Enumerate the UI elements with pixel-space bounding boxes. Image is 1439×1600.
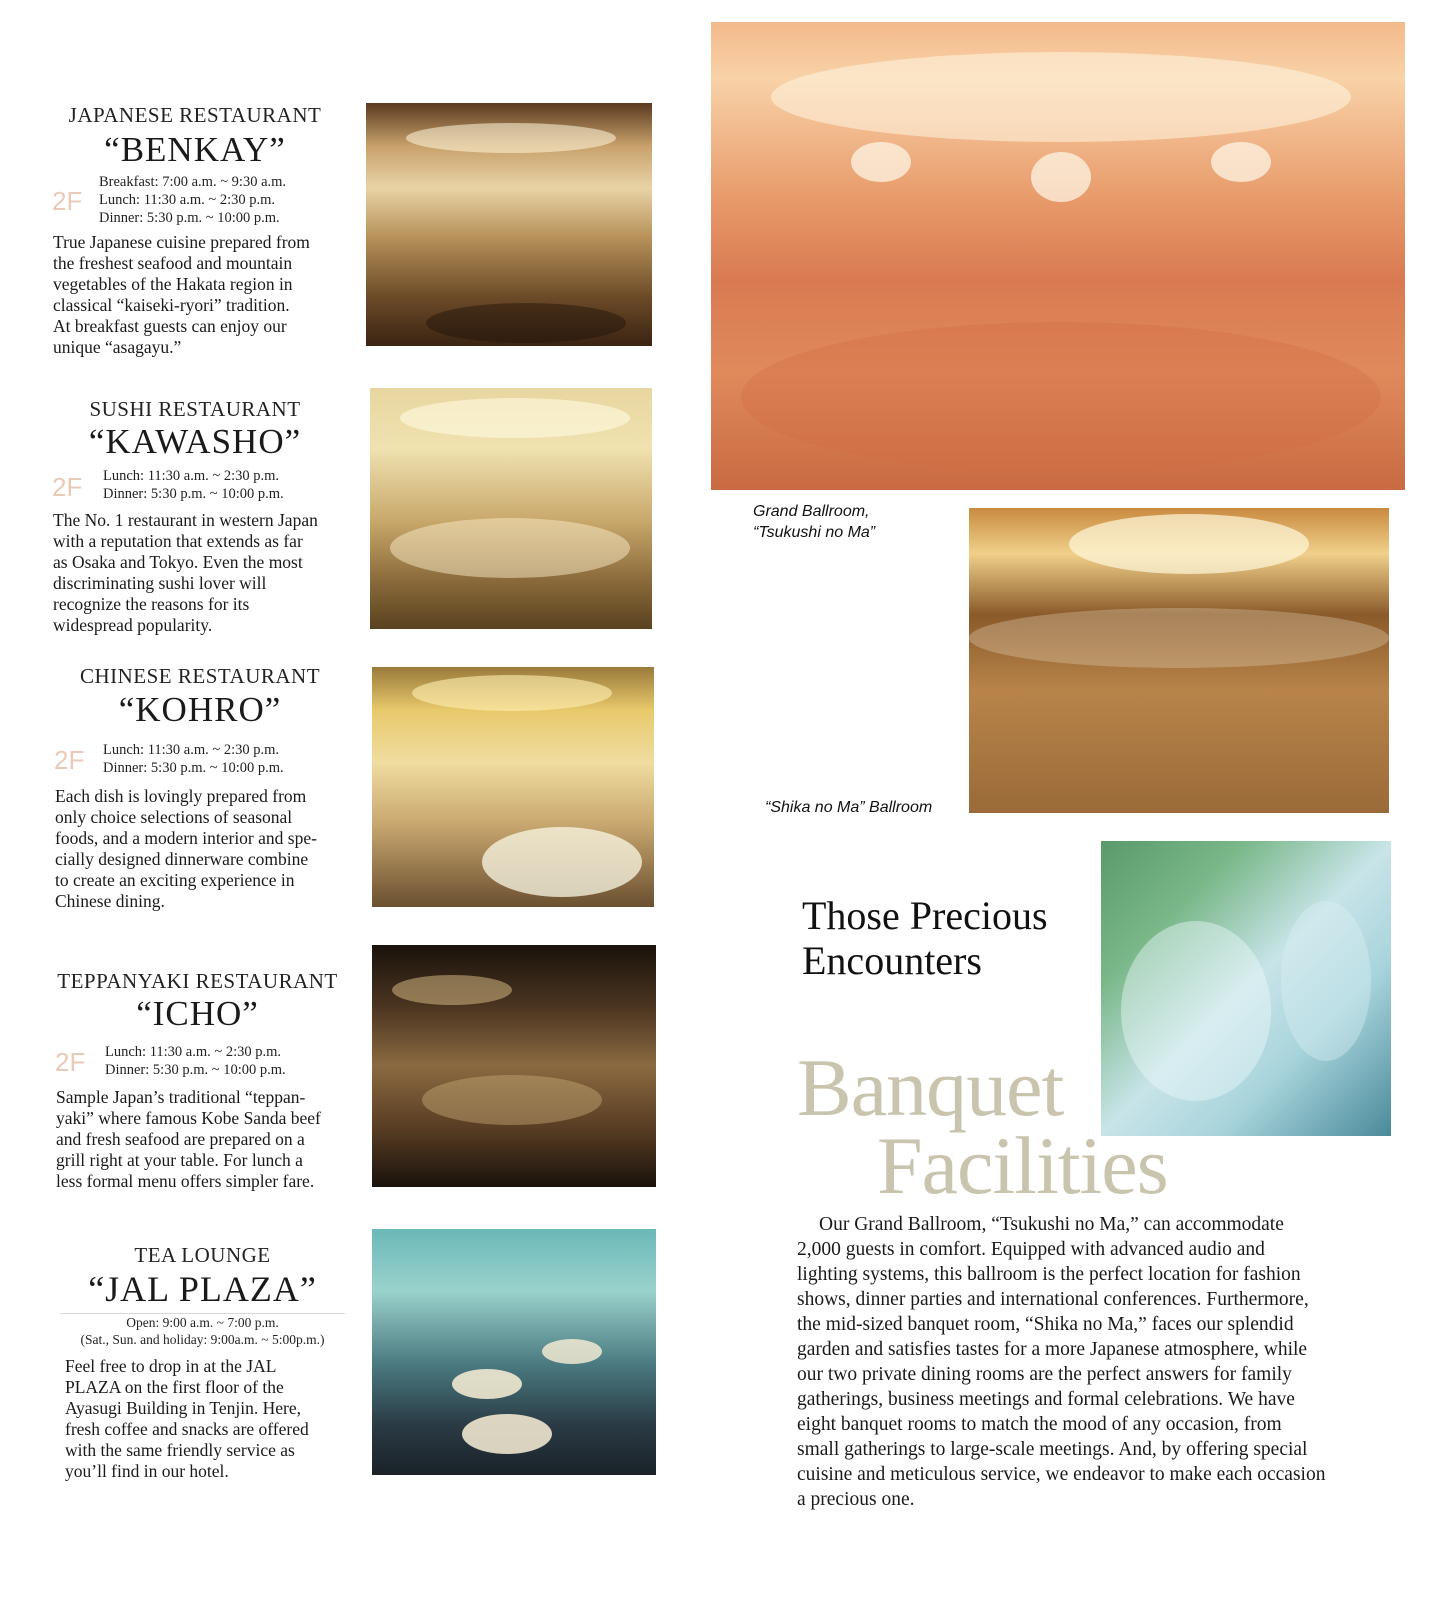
floor-label: 2F <box>52 186 83 216</box>
body-line: lighting systems, this ballroom is the perfect location for fashion <box>797 1264 1301 1285</box>
shika-no-ma-ballroom-photo <box>969 508 1389 813</box>
description-line: Each dish is lovingly prepared from <box>55 786 307 806</box>
hours-line: Dinner: 5:30 p.m. ~ 10:00 p.m. <box>103 486 284 502</box>
body-line: garden and satisfies tastes for a more Japanese atmosphere, while <box>797 1339 1308 1360</box>
jal-plaza-tea-lounge-photo <box>372 1229 656 1475</box>
caption-line: Grand Ballroom, <box>753 503 870 520</box>
description-line: Ayasugi Building in Tenjin. Here, <box>65 1398 301 1418</box>
opening-hours <box>60 1313 345 1348</box>
body-line: 2,000 guests in comfort. Equipped with advanced audio and <box>797 1239 1265 1260</box>
description-line: widespread popularity. <box>53 615 213 635</box>
restaurant-category: JAPANESE RESTAURANT <box>68 103 322 127</box>
banquet-description <box>797 1212 1325 1512</box>
body-line: the mid-sized banquet room, “Shika no Ma,” faces our splendid <box>797 1314 1294 1335</box>
description-line: the freshest seafood and mountain <box>53 253 293 273</box>
benkay-interior-photo <box>366 103 652 346</box>
icho-teppanyaki-grill-photo <box>372 945 656 1187</box>
description-line: True Japanese cuisine prepared from <box>53 232 310 252</box>
grand-ballroom-photo <box>711 22 1405 490</box>
body-line: our two private dining rooms are the perfect answers for family <box>797 1364 1292 1385</box>
opening-hours <box>103 467 284 503</box>
floor-label: 2F <box>52 472 83 502</box>
hours-line: Lunch: 11:30 a.m. ~ 2:30 p.m. <box>103 742 280 758</box>
description-line: as Osaka and Tokyo. Even the most <box>53 552 303 572</box>
restaurant-name: “KAWASHO” <box>88 422 302 461</box>
title-line: Those Precious <box>802 893 1048 938</box>
hours-line: Breakfast: 7:00 a.m. ~ 9:30 a.m. <box>99 174 287 190</box>
caption-line: “Tsukushi no Ma” <box>753 524 876 541</box>
body-line: gatherings, business meetings and formal celebrations. We have <box>797 1389 1295 1410</box>
grand-ballroom-caption <box>753 501 875 543</box>
description-line: with a reputation that extends as far <box>53 531 303 551</box>
section-title <box>802 893 1048 983</box>
description-line: grill right at your table. For lunch a <box>56 1150 303 1170</box>
description-line: fresh coffee and snacks are offered <box>65 1419 309 1439</box>
body-line: small gatherings to large-scale meetings. And, by offering special <box>797 1439 1308 1460</box>
opening-hours <box>105 1043 286 1079</box>
restaurant-description <box>55 786 317 912</box>
description-line: you’ll find in our hotel. <box>65 1461 229 1481</box>
restaurant-description <box>53 232 310 358</box>
hours-line: Lunch: 11:30 a.m. ~ 2:30 p.m. <box>99 192 276 208</box>
description-line: discriminating sushi lover will <box>53 573 267 593</box>
banquet-heading-line-2: Facilities <box>877 1120 1168 1211</box>
body-line: a precious one. <box>797 1489 915 1510</box>
restaurant-category: TEA LOUNGE <box>134 1243 271 1267</box>
banquet-heading-line-1: Banquet <box>797 1042 1064 1133</box>
opening-hours <box>103 741 284 777</box>
description-line: The No. 1 restaurant in western Japan <box>53 510 318 530</box>
description-line: less formal menu offers simpler fare. <box>56 1171 315 1191</box>
restaurant-description <box>53 510 318 636</box>
description-line: to create an exciting experience in <box>55 870 295 890</box>
description-line: At breakfast guests can enjoy our <box>53 316 287 336</box>
hours-line: Lunch: 11:30 a.m. ~ 2:30 p.m. <box>103 468 280 484</box>
restaurant-description <box>56 1087 321 1192</box>
description-line: cially designed dinnerware combine <box>55 849 309 869</box>
hours-line: Open: 9:00 a.m. ~ 7:00 p.m. <box>126 1315 279 1330</box>
body-line: Our Grand Ballroom, “Tsukushi no Ma,” can accommodate <box>819 1214 1284 1235</box>
description-line: recognize the reasons for its <box>53 594 250 614</box>
restaurant-name: “ICHO” <box>136 994 259 1033</box>
floor-label: 2F <box>54 745 85 775</box>
restaurant-category: TEPPANYAKI RESTAURANT <box>57 969 338 993</box>
restaurant-category: CHINESE RESTAURANT <box>79 664 321 688</box>
description-line: Chinese dining. <box>55 891 165 911</box>
description-line: foods, and a modern interior and spe- <box>55 828 317 848</box>
shika-caption: “Shika no Ma” Ballroom <box>765 799 933 816</box>
description-line: unique “asagayu.” <box>53 337 182 357</box>
description-line: PLAZA on the first floor of the <box>65 1377 284 1397</box>
description-line: with the same friendly service as <box>65 1440 295 1460</box>
description-line: classical “kaiseki-ryori” tradition. <box>53 295 290 315</box>
restaurant-description <box>65 1356 309 1482</box>
description-line: yaki” where famous Kobe Sanda beef <box>56 1108 321 1128</box>
description-line: Sample Japan’s traditional “teppan- <box>56 1087 306 1107</box>
restaurant-name: “BENKAY” <box>104 130 286 169</box>
body-line: shows, dinner parties and international conferences. Furthermore, <box>797 1289 1309 1310</box>
body-line: cuisine and meticulous service, we endeavor to make each occasion <box>797 1464 1326 1485</box>
description-line: only choice selections of seasonal <box>55 807 293 827</box>
floor-label: 2F <box>55 1047 86 1077</box>
hours-line: (Sat., Sun. and holiday: 9:00a.m. ~ 5:00p.m.) <box>80 1332 325 1347</box>
hours-line: Dinner: 5:30 p.m. ~ 10:00 p.m. <box>103 760 284 776</box>
glassware-photo <box>1101 841 1391 1136</box>
hours-line: Dinner: 5:30 p.m. ~ 10:00 p.m. <box>99 210 280 226</box>
description-line: and fresh seafood are prepared on a <box>56 1129 305 1149</box>
description-line: vegetables of the Hakata region in <box>53 274 293 294</box>
body-line: eight banquet rooms to match the mood of any occasion, from <box>797 1414 1282 1435</box>
description-line: Feel free to drop in at the JAL <box>65 1356 277 1376</box>
opening-hours <box>99 173 286 227</box>
kohro-dining-room-photo <box>372 667 654 907</box>
restaurant-category: SUSHI RESTAURANT <box>89 397 301 421</box>
kawasho-sushi-counter-photo <box>370 388 652 629</box>
title-line: Encounters <box>802 938 982 983</box>
hours-line: Lunch: 11:30 a.m. ~ 2:30 p.m. <box>105 1044 282 1060</box>
restaurant-name: “KOHRO” <box>118 690 282 729</box>
restaurant-name: “JAL PLAZA” <box>88 1269 317 1309</box>
hours-line: Dinner: 5:30 p.m. ~ 10:00 p.m. <box>105 1062 286 1078</box>
